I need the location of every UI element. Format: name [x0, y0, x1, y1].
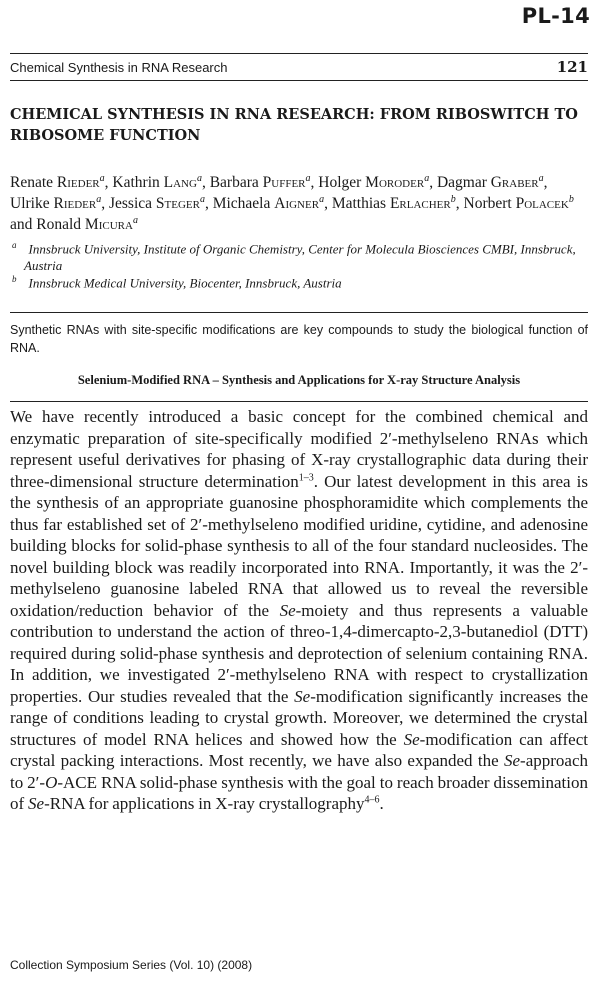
- author-name: Matthias Erlacher$^b$: [331, 193, 456, 212]
- author-name: Renate Rieder$^a$: [10, 172, 105, 191]
- author-name: Barbara Puffer$^a$: [209, 172, 311, 191]
- italic-se: Se: [503, 751, 521, 770]
- author-list: Renate Rieder$^a$, Kathrin Lang$^a$, Barbara Puffer$^a$, Holger Moroder$^a$, Dagmar Graber$^a$, Ulrike Rieder$^a$, Jessica Steger$^a$, Michaela Aigner$^a$, Matthias Erlacher$^b$, Norbert Polacek$^b$ and Ronald Micura$^a$: [10, 172, 574, 233]
- affiliation-text: Innsbruck University, Institute of Organic Chemistry, Center for Molecula Biosciences CMBI, Innsbruck, Austria: [24, 241, 576, 274]
- page-id-label: PL-14: [521, 4, 590, 28]
- affiliation-text: Innsbruck Medical University, Biocenter, Innsbruck, Austria: [28, 275, 342, 291]
- italic-se: Se: [279, 600, 296, 620]
- affiliation-superscript: a: [132, 214, 138, 226]
- affiliation-mark: b: [12, 274, 17, 284]
- section-heading: Selenium-Modified RNA – Synthesis and Applications for X-ray Structure Analysis: [77, 373, 521, 387]
- author-name: Jessica Steger$^a$: [108, 193, 205, 212]
- affiliation-superscript: a: [305, 172, 311, 184]
- affiliation-superscript: a: [199, 193, 205, 205]
- running-header: [10, 53, 588, 81]
- abstract-box: [10, 312, 588, 402]
- body-paragraph: We have recently introduced a basic concept for the combined chemical and enzymatic preparation of site-specifically modified 2′-methylseleno RNAs which represent useful derivatives for phasing of X-ray crystallographic data during their three-dimensional structure determination$^{1-3}$. Our latest development in this area is the synthesis of an appropriate guanosine phosphoramidite which complements the thus far established set of 2′-methylseleno modified uridine, cytidine, and adenosine building blocks for solid-phase synthesis to all of the four standard nucleosides. The novel building block was readily incorporated into RNA. Importantly, it was the 2′-methylseleno guanosine labeled RNA that allowed us to reveal the reversible oxidation/reduction behavior of the Se-moiety and thus represents a valuable contribution to understand the action of threo-1,4-dimercapto-2,3-butanediol (DTT) required during solid-phase synthesis and deprotection of selenium containing RNA. In addition, we investigated 2′-methylseleno RNA with respect to crystallization properties. Our studies revealed that the Se-modification significantly increases the range of conditions leading to crystal growth. Moreover, we determined the crystal structures of model RNA helices and showed how the Se-modification can affect crystal packing interactions. Most recently, we have also expanded the Se-approach to 2′-O-ACE RNA solid-phase synthesis with the goal to reach broader dissemination of Se-RNA for applications in X-ray crystallography$^{4-6}$.: [10, 407, 589, 813]
- affiliation-superscript: a: [319, 193, 325, 205]
- page-footer: Collection Symposium Series (Vol. 10) (2008): [10, 958, 253, 972]
- affiliation-superscript: a: [424, 172, 430, 184]
- author-name: Dagmar Graber$^a$: [436, 172, 544, 191]
- affiliation-superscript: b: [568, 193, 574, 205]
- abstract-text: Synthetic RNAs with site-specific modifications are key compounds to study the biological function of RNA.: [10, 323, 588, 355]
- affiliation-superscript: b: [450, 193, 456, 205]
- italic-se: Se: [403, 729, 420, 749]
- affiliation-superscript: a: [196, 172, 202, 184]
- affiliation-mark: a: [12, 240, 17, 250]
- author-name: Norbert Polacek$^b$: [463, 193, 574, 212]
- affiliation-a: [12, 237, 600, 274]
- affiliation-superscript: a: [99, 172, 105, 184]
- italic-o: O: [45, 772, 58, 792]
- affiliation-superscript: a: [538, 172, 544, 184]
- author-name: Ronald Micura$^a$: [36, 214, 138, 233]
- affiliation-b: [12, 271, 342, 291]
- author-name: Kathrin Lang$^a$: [112, 172, 202, 191]
- article-title: CHEMICAL SYNTHESIS IN RNA RESEARCH: FROM RIBOSWITCH TO RIBOSOME FUNCTION: [10, 106, 578, 144]
- affiliation-superscript: a: [96, 193, 102, 205]
- italic-se: Se: [294, 686, 311, 706]
- author-name: Michaela Aigner$^a$: [212, 193, 325, 212]
- reference-superscript: 1–3: [298, 471, 314, 483]
- running-title: Chemical Synthesis in RNA Research: [10, 59, 228, 75]
- page-number: 121: [556, 58, 588, 76]
- author-name: Holger Moroder$^a$: [318, 172, 430, 191]
- author-name: Ulrike Rieder$^a$: [10, 193, 102, 212]
- reference-superscript: 4–6: [364, 794, 380, 806]
- italic-se: Se: [28, 794, 45, 813]
